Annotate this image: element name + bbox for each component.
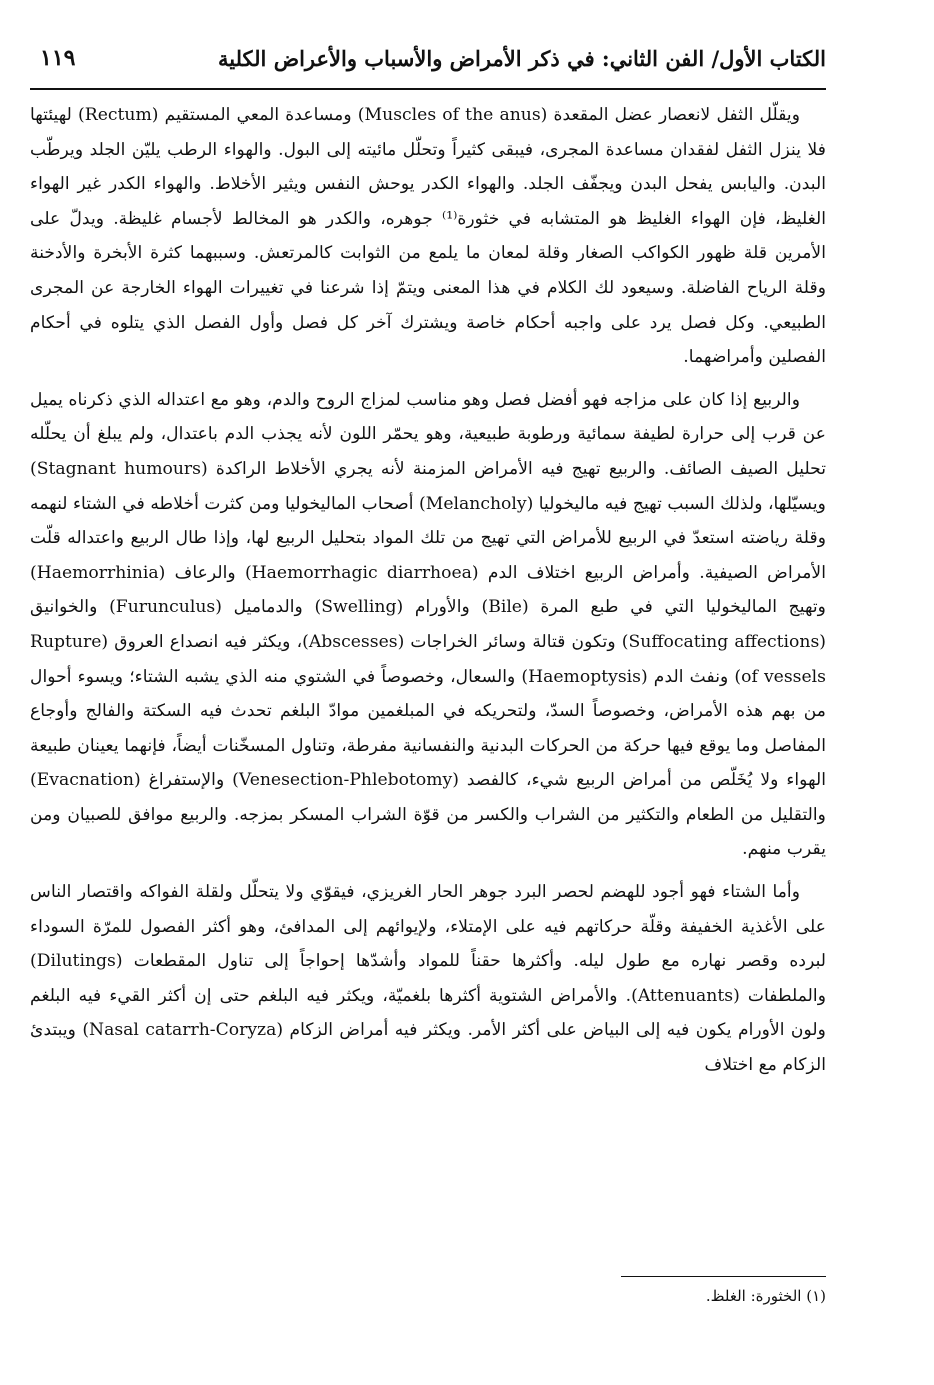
page-number: ١١٩	[40, 45, 76, 71]
footnote-rule	[621, 1276, 826, 1277]
footnote: (١) الخثورة: الغلظ.	[705, 1287, 826, 1305]
header-rule	[30, 88, 826, 90]
page-header	[30, 38, 826, 78]
paragraph: ويقلّل الثفل لانعصار عضل المقعدة (Muscles of the anus) ومساعدة المعي المستقيم (Rectum) لهيئتها فلا ينزل الثفل لفقدان مساعدة المجرى، فيبقى كثيراً وتحلّل مائيته إلى البول. والهواء الرطب يليّن الجلد ويرطّب البدن. واليابس يفحل البدن ويجفّف الجلد. والهواء الكدر يوحش النفس ويثير الأخلاط. والهواء الكدر غير الهواء الغليظ، فإن الهواء الغليظ هو المتشابه في خثورة⁽¹⁾ جوهره، والكدر هو المخالط لأجسام غليظة. ويدلّ على الأمرين قلة ظهور الكواكب الصغار وقلة لمعان ما يلمع من الثوابت كالمرتعش. وسببهما كثرة الأبخرة والأدخنة وقلة الرياح الفاضلة. وسيعود لك الكلام في هذا المعنى ويتمّ إذا شرعنا في تغييرات الهواء الخارجة عن المجرى الطبيعي. وكل فصل يرد على واجبه أحكام خاصة ويشترك آخر كل فصل وأول الفصل الذي يتلوه في أحكام الفصلين وأمراضهما.	[30, 105, 826, 368]
running-head: الكتاب الأول/ الفن الثاني: في ذكر الأمراض والأسباب والأعراض الكلية	[218, 45, 826, 71]
paragraph: وأما الشتاء فهو أجود للهضم لحصر البرد جوهر الحار الغريزي، فيقوّي ولا يتحلّل ولقلة الفواكه واقتصار الناس على الأغذية الخفيفة وقلّة حركاتهم فيه على الإمتلاء، ولإيوائهم إلى المدافئ، وهو أكثر الفصول للمرّة السوداء لبرده وقصر نهاره مع طول ليله. وأكثرها حقناً للمواد وأشدّها إحواجاً إلى تناول المقطعات (Dilutings) والملطفات (Attenuants). والأمراض الشتوية أكثرها بلغميّة، ويكثر فيه البلغم حتى إن أكثر القيء فيه البلغم ولون الأورام يكون فيه إلى البياض على أكثر الأمر. ويكثر فيه أمراض الزكام (Nasal catarrh-Coryza) ويبتدئ الزكام مع اختلاف	[30, 882, 826, 1076]
footnotes	[30, 1276, 826, 1305]
paragraph: والربيع إذا كان على مزاجه فهو أفضل فصل وهو مناسب لمزاج الروح والدم، وهو مع اعتداله الذي ذكرناه يميل عن قرب إلى حرارة لطيفة سمائية ورطوبة طبيعية، وهو يحمّر اللون لأنه يجذب الدم باعتدال، ولم يبلغ أن يحلّله تحليل الصيف الصائف. والربيع تهيج فيه الأمراض المزمنة لأنه يجري الأخلاط الراكدة (Stagnant humours) ويسيّلها، ولذلك السبب تهيج فيه ماليخوليا (Melancholy) أصحاب الماليخوليا ومن كثرت أخلاطه في الشتاء لنهمه وقلة رياضته استعدّ في الربيع للأمراض التي تهيج من تلك المواد بتحليل الربيع لها، وإذا طال الربيع واعتداله قلّت الأمراض الصيفية. وأمراض الربيع اختلاف الدم (Haemorrhagic diarrhoea) والرعاف (Haemorrhinia) وتهيج الماليخوليا التي في طبع المرة (Bile) والأورام (Swelling) والدماميل (Furunculus) والخوانيق (Suffocating affections) وتكون قتالة وسائر الخراجات (Abscesses)، ويكثر فيه انصداع العروق (Rupture of vessels) ونفث الدم (Haemoptysis) والسعال، وخصوصاً في الشتوي منه الذي يشبه الشتاء؛ ويسوء أحوال من بهم هذه الأمراض، وخصوصاً السدّ، ولتحريكه في المبلغمين موادّ البلغم تحدث فيه السكتة والفالج وأوجاع المفاصل وما يوقع فيها حركة من الحركات البدنية والنفسانية مفرطة، وتناول المسخّنات أيضاً، فإنهما يعينان طبيعة الهواء ولا يُخَلّص من أمراض الربيع شيء، كالفصد (Venesection-Phlebotomy) والإستفراغ (Evacnation) والتقليل من الطعام والتكثير من الشراب والكسر من قوّة الشراب المسكر بمزجه. والربيع موافق للصبيان ومن يقرب منهم.	[30, 389, 827, 860]
body-text	[30, 98, 826, 1083]
